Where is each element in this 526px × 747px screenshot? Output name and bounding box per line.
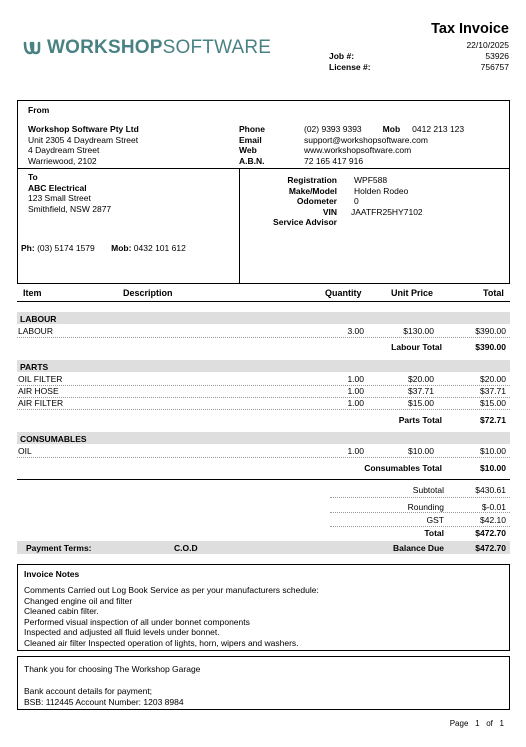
balance-row: Payment Terms: C.O.D Balance Due $472.70 [17,541,510,554]
from-contact-values: (02) 9393 9393 Mob 0412 213 123 support@workshopsoftware.com www.workshopsoftware.com 72 165 417 916 [304,124,465,166]
to-phone-row: Ph: (03) 5174 1579 Mob: 0432 101 612 [21,243,186,253]
payment-terms-value: C.O.D [174,543,198,553]
thanks-text: Thank you for choosing The Workshop Garage [24,664,201,674]
company-logo [22,37,271,59]
to-box [17,168,510,284]
summary: Subtotal $430.61 Rounding $-0.01 GST $42.10 Total $472.70 [407,485,506,538]
from-contact-labels: Phone Email Web A.B.N. [239,124,265,166]
parts-total-row: Parts Total $72.71 [398,415,506,425]
invoice-title: Tax Invoice [431,21,509,37]
license-number: 756757 [480,62,509,72]
total-value: $472.70 [475,528,506,538]
logo-text: WORKSHOPSOFTWARE [47,37,272,58]
section-labour-header: LABOUR [17,312,510,324]
job-number: 53926 [485,51,509,61]
table-row: AIR HOSE 1.00 $37.71 $37.71 [18,386,506,396]
table-row: LABOUR 3.00 $130.00 $390.00 [18,326,506,336]
balance-due-value: $472.70 [475,543,506,553]
vehicle-labels: Registration Make/Model Odometer VIN Service Advisor [273,175,337,227]
table-row: OIL 1.00 $10.00 $10.00 [18,446,506,456]
consumables-total-row: Consumables Total $10.00 [364,463,506,473]
table-row: AIR FILTER 1.00 $15.00 $15.00 [18,398,506,408]
subtotal-value: $430.61 [475,485,506,495]
workshop-logo-icon [22,38,42,58]
from-details: Workshop Software Pty Ltd Unit 2305 4 Daydream Street 4 Daydream Street Warriewood, 2102 [28,124,139,166]
table-header: Item Description Quantity Unit Price Total [23,288,504,298]
notes-body: Comments Carried out Log Book Service as per your manufacturers schedule: Changed engine oil and filter Cleaned cabin filter. Performed visual inspection of all under bonnet components Inspected and adjusted all fluid levels under bonnet. Cleaned air filter Inspected operation of lights, horn, wipers and washers. [24,585,319,648]
bank-details: Bank account details for payment; BSB: 112445 Account Number: 1203 8984 [24,686,184,707]
vehicle-values: WPF588 Holden Rodeo 0 JAATFR25HY7102 [351,175,423,217]
invoice-meta: 22/10/2025 Job #: 53926 License #: 756757 [329,40,509,72]
table-row: OIL FILTER 1.00 $20.00 $20.00 [18,374,506,384]
from-box [17,100,510,169]
page-number: Page 1 of 1 [449,719,504,728]
rounding-value: $-0.01 [481,502,506,512]
footer-box [17,656,510,710]
to-details: To ABC Electrical 123 Small Street Smithfield, NSW 2877 [28,172,112,214]
from-heading: From [28,105,50,115]
invoice-date: 22/10/2025 [466,40,509,50]
gst-value: $42.10 [480,515,506,525]
section-parts-header: PARTS [17,360,510,372]
invoice-notes: Invoice Notes Comments Carried out Log Book Service as per your manufacturers schedule: Changed engine oil and filter Cleaned cabin filter. Performed visual inspection of all under bonnet components Inspected and adjusted all fluid levels under bonnet. Cleaned air filter Inspected operation of lights, horn, wipers and washers. [17,564,510,651]
section-consumables-header: CONSUMABLES [17,432,510,444]
labour-total-row: Labour Total $390.00 [391,342,506,352]
